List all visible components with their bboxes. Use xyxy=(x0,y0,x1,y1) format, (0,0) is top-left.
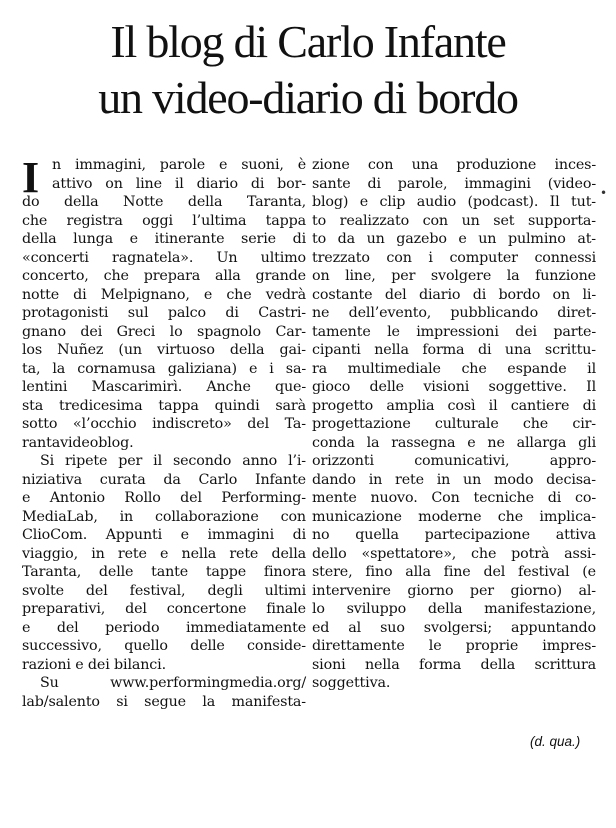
article-column-right xyxy=(312,156,596,693)
article-line: gioco delle visioni soggettive. Il xyxy=(312,379,596,395)
article-line: che registra oggi l’ultima tappa xyxy=(22,212,306,229)
article-line: municazione moderne che implica- xyxy=(312,508,596,525)
article-line: direttamente le proprie impres- xyxy=(312,638,596,654)
article-line: attivo on line il diario di bor- xyxy=(52,175,306,192)
article-line: mente nuovo. Con tecniche di co- xyxy=(312,490,596,506)
article-line: niziativa curata da Carlo Infante xyxy=(22,471,306,488)
article-line: sioni nella forma della scrittura xyxy=(312,656,596,673)
article-line: do della Notte della Taranta, xyxy=(22,194,306,210)
article-line: notte di Melpignano, e che vedrà xyxy=(22,286,306,303)
article-line: dando in rete in un modo decisa- xyxy=(312,471,596,488)
article-line: e del periodo immediatamente xyxy=(22,619,306,636)
headline-line-1: Il blog di Carlo Infante xyxy=(110,16,506,67)
article-line: lentini Mascarimirì. Anche que- xyxy=(22,379,306,395)
headline xyxy=(12,14,604,126)
article-line: della lunga e itinerante serie di xyxy=(22,231,306,247)
article-line: n immagini, parole e suoni, è xyxy=(52,157,306,173)
article-line: progetto amplia così il cantiere di xyxy=(312,397,596,414)
article-line: to da un gazebo e un pulmino at- xyxy=(312,231,596,247)
article-line: progettazione culturale che cir- xyxy=(312,416,596,432)
article-line: Si ripete per il secondo anno l’i- xyxy=(40,453,306,469)
article-line: orizzonti comunicativi, appro- xyxy=(312,453,596,469)
article-line: sta tredicesima tappa quindi sarà xyxy=(22,397,306,414)
article-line: protagonisti sul palco di Castri- xyxy=(22,305,306,321)
article-line: on line, per svolgere la funzione xyxy=(312,268,596,284)
article-line: ClioCom. Appunti e immagini di xyxy=(22,527,306,543)
article-line: intervenire giorno per giorno) al- xyxy=(312,582,596,599)
article-line: viaggio, in rete e nella rete della xyxy=(22,545,306,562)
article-line: cipanti nella forma di una scrittu- xyxy=(312,342,596,358)
article-line: to realizzato con un set supporta- xyxy=(312,212,596,229)
article-line: gnano dei Greci lo spagnolo Car- xyxy=(22,323,306,340)
article-line: lab/salento si segue la manifesta- xyxy=(22,693,306,710)
article-line: soggettiva. xyxy=(312,675,391,691)
article-line: ta, la cornamusa galiziana) e i sa- xyxy=(22,360,306,377)
dropcap: I xyxy=(22,153,39,202)
article-line: svolte del festival, degli ultimi xyxy=(22,582,306,599)
article-line: stere, fino alla fine del festival (e xyxy=(312,564,596,580)
article-line: zione con una produzione inces- xyxy=(312,157,596,173)
article-line: dello «spettatore», che potrà assi- xyxy=(312,545,596,562)
article-line: concerto, che prepara alla grande xyxy=(22,268,306,284)
article-line: no quella partecipazione attiva xyxy=(312,527,596,543)
article-line: e Antonio Rollo del Performing- xyxy=(22,490,306,506)
article-line: rantavideoblog. xyxy=(22,434,134,451)
author-signature: (d. qua.) xyxy=(530,734,581,749)
article-line: successivo, quello delle conside- xyxy=(22,638,306,654)
article-line: MediaLab, in collaborazione con xyxy=(22,508,306,525)
article-line: trezzato con i computer connessi xyxy=(312,249,596,266)
article-line: ne dell’evento, pubblicando diret- xyxy=(312,305,596,321)
article-line: costante del diario di bordo on li- xyxy=(312,286,596,303)
article-line: lo sviluppo della manifestazione, xyxy=(312,601,596,617)
article-line: «concerti ragnatela». Un ultimo xyxy=(22,249,306,266)
article-line: ed al suo svolgersi; appuntando xyxy=(312,619,596,636)
article-line: razioni e dei bilanci. xyxy=(22,656,166,673)
article-line: sotto «l’occhio indiscreto» del Ta- xyxy=(22,416,306,432)
edge-mark: • xyxy=(600,186,608,200)
article-line: preparativi, del concertone finale xyxy=(22,601,306,617)
article-line: conda la rassegna e ne allarga gli xyxy=(312,434,596,451)
article-line: tamente le impressioni dei parte- xyxy=(312,323,596,340)
article-line: ra multimediale che espande il xyxy=(312,360,596,377)
article-line: blog) e clip audio (podcast). Il tut- xyxy=(312,194,596,210)
article-column-left xyxy=(22,153,306,711)
article-line: los Nuñez (un virtuoso della gai- xyxy=(22,342,306,358)
headline-line-2: un video-diario di bordo xyxy=(98,72,518,123)
article-line: sante di parole, immagini (video- xyxy=(312,175,596,192)
article-line: Su www.performingmedia.org/ xyxy=(40,675,306,691)
article-line: Taranta, delle tante tappe finora xyxy=(22,564,306,580)
